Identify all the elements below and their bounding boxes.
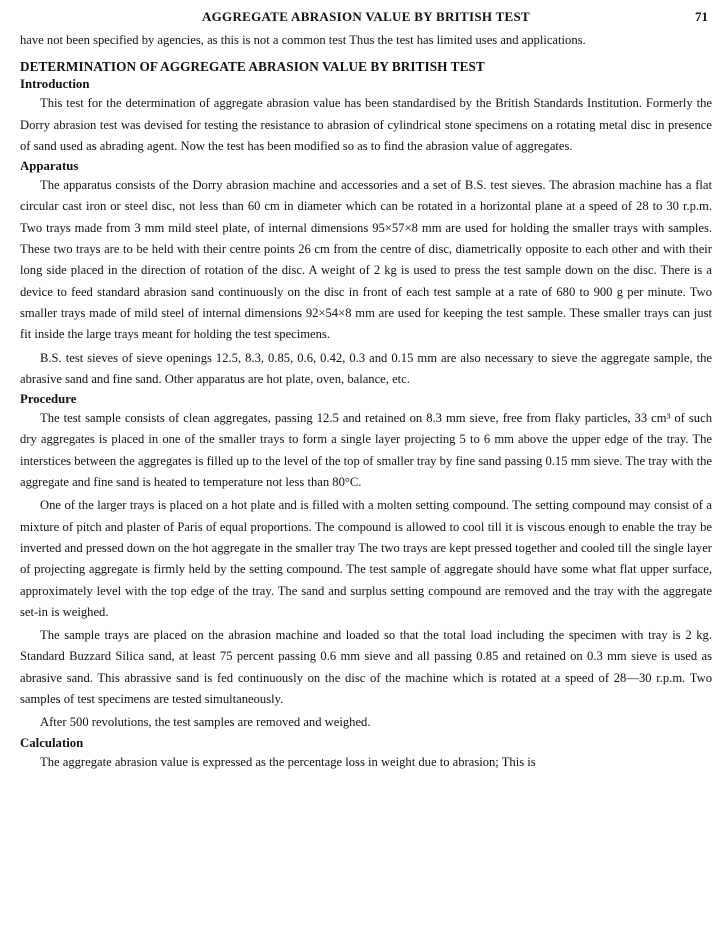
introduction-paragraph: This test for the determination of aggregate abrasion value has been standardised by the British Standards Institution. Formerly the Dorry abrasion test was devised for testing the resistance to abrasion of cylindrical stone specimens on a rotating metal disc in presence of sand used as abrading agent. Now the test has been modified so as to find the abrasion value of aggregates.: [20, 96, 712, 153]
procedure-paragraph-1: The test sample consists of clean aggregates, passing 12.5 and retained on 8.3 mm sieve, free from flaky particles, 33 cm³ of such dry aggregates is placed in one of the smaller trays to form a single layer projecting 5 to 6 mm above the upper edge of the tray. The interstices between the aggregates is filled up to the level of the top of smaller tray by fine sand passing 0.15 mm sieve. The tray with the aggregate and fine sand is heated to temperature not less than 80°C.: [20, 411, 712, 490]
introduction-heading: Introduction: [20, 77, 90, 92]
section-title: DETERMINATION OF AGGREGATE ABRASION VALUE BY BRITISH TEST: [20, 59, 485, 75]
procedure-paragraph-4: After 500 revolutions, the test samples are removed and weighed.: [40, 715, 371, 730]
procedure-paragraph-2: One of the larger trays is placed on a hot plate and is filled with a molten setting compound. The setting compound may consist of a mixture of pitch and plaster of Paris of equal proportions. The compound is allowed to cool till it is viscous enough to enable the tray be inverted and pressed down on the hot aggregate in the smaller tray The two trays are kept pressed together and cooled till the single layer of projecting aggregate is firmly held by the setting compound. The test sample of aggregate should have some what flat upper surface, approximately level with the top edge of the tray. The sand and surplus setting compound are removed and the tray with the aggregate set-in is weighed.: [20, 498, 712, 619]
running-title: AGGREGATE ABRASION VALUE BY BRITISH TEST: [201, 9, 531, 24]
apparatus-heading: Apparatus: [20, 159, 79, 174]
continuation-paragraph: have not been specified by agencies, as this is not a common test Thus the test has limited uses and applications.: [20, 33, 586, 47]
apparatus-paragraph-2: B.S. test sieves of sieve openings 12.5, 8.3, 0.85, 0.6, 0.42, 0.3 and 0.15 mm are also necessary to sieve the aggregate sample, the abrasive sand and fine sand. Other apparatus are hot plate, oven, balance, etc.: [20, 350, 712, 386]
running-header: [20, 6, 712, 26]
calculation-paragraph: The aggregate abrasion value is expressed as the percentage loss in weight due to abrasion; This is: [40, 754, 536, 769]
apparatus-paragraph-1: The apparatus consists of the Dorry abrasion machine and accessories and a set of B.S. test sieves. The abrasion machine has a flat circular cast iron or steel disc, not less than 60 cm in diameter which can be rotated in a horizontal plane at a speed of 28 to 30 r.p.m. Two trays made from 3 mm mild steel plate, of internal dimensions 95×57×8 mm are used for holding the smaller trays with samples. These two trays are to be held with their centre points 26 cm from the centre of disc, diametrically opposite to each other and with their long side placed in the direction of rotation of the disc. A weight of 2 kg is used to press the test sample down on the disc. There is a device to feed standard abrasion sand continuously on the disc in front of each test sample at a rate of 680 to 900 g per minute. Two smaller trays made of mild steel of internal dimensions 92×54×8 mm are used for keeping the test sample. These smaller trays can just fit inside the large trays meant for holding the test specimens.: [20, 178, 712, 342]
calculation-heading: Calculation: [20, 735, 84, 750]
procedure-paragraph-3: The sample trays are placed on the abrasion machine and loaded so that the total load including the specimen with tray is 2 kg. Standard Buzzard Silica sand, at least 75 percent passing 0.6 mm sieve and all passing 0.85 and retained on 0.3 mm sieve is used as abrasive sand. This abrassive sand is fed continuously on the disc of the machine which is rotated at a speed of 28—30 r.p.m. Two samples of test specimens are tested simultaneously.: [20, 628, 712, 707]
procedure-heading: Procedure: [20, 392, 77, 407]
page-number: 71: [695, 9, 708, 24]
